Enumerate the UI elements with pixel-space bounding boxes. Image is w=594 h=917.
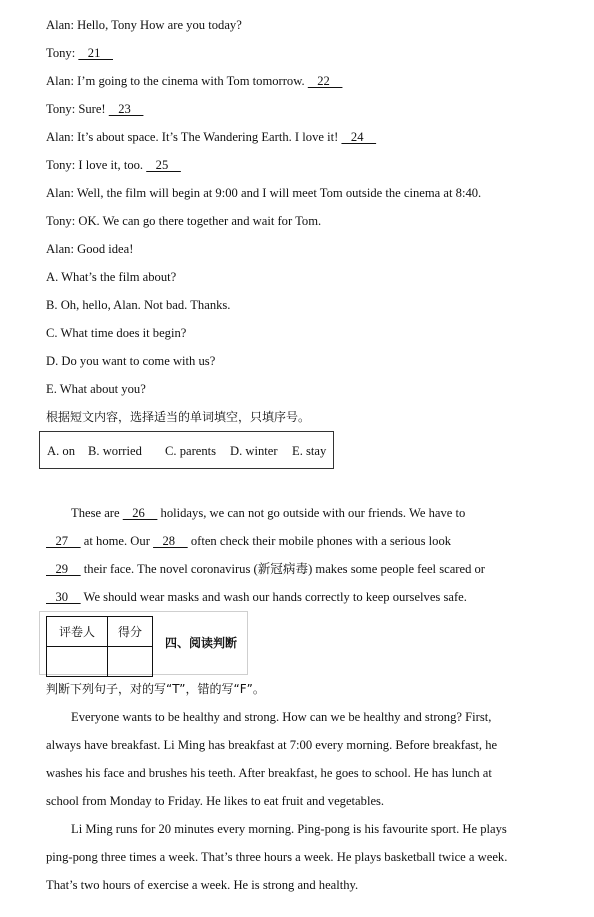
- blank-28: 28: [153, 534, 188, 548]
- dialogue-speaker: Tony:: [46, 46, 79, 60]
- dialogue-line-9: Alan: Good idea!: [46, 242, 134, 256]
- dialogue-line-4: [46, 101, 143, 117]
- passage-line-2: [46, 533, 451, 549]
- word-option-a: A. on: [47, 444, 75, 458]
- reading-line-3: washes his face and brushes his teeth. After breakfast, he goes to school. He has lunch at: [46, 766, 492, 780]
- instruction-fill-words: 根据短文内容，选择适当的单词填空，只填序号。: [46, 410, 311, 424]
- option-a: A. What’s the film about?: [46, 270, 177, 284]
- instruction-true-false: 判断下列句子，对的写“T”，错的写“F”。: [46, 682, 265, 696]
- passage-text: holidays, we can not go outside with our friends. We have to: [157, 506, 466, 520]
- section-title: 四、阅读判断: [165, 636, 238, 650]
- passage-line-3: [46, 561, 485, 577]
- dialogue-line-6: [46, 157, 181, 173]
- blank-29: 29: [46, 562, 81, 576]
- dialogue-line-3: [46, 73, 342, 89]
- dialogue-line-8: Tony: OK. We can go there together and wait for Tom.: [46, 214, 322, 228]
- option-e: E. What about you?: [46, 382, 146, 396]
- word-box: [39, 431, 334, 469]
- dialogue-text: Tony: I love it, too.: [46, 158, 147, 172]
- option-b: B. Oh, hello, Alan. Not bad. Thanks.: [46, 298, 231, 312]
- reading-line-1: Everyone wants to be healthy and strong. How can we be healthy and strong? First,: [71, 710, 492, 724]
- word-option-b: B. worried: [88, 444, 142, 458]
- option-c: C. What time does it begin?: [46, 326, 187, 340]
- word-option-d: D. winter: [230, 444, 278, 458]
- word-option-c: C. parents: [165, 444, 217, 458]
- dialogue-text: Alan: I’m going to the cinema with Tom tomorrow.: [46, 74, 308, 88]
- blank-26: 26: [122, 506, 158, 520]
- dialogue-line-1: Alan: Hello, Tony How are you today?: [46, 18, 242, 32]
- reading-line-6: ping-pong three times a week. That’s three hours a week. He plays basketball twice a week.: [46, 850, 508, 864]
- grader-cell[interactable]: [47, 647, 108, 677]
- blank-25: 25: [146, 158, 181, 172]
- option-d: D. Do you want to come with us?: [46, 354, 216, 368]
- passage-line-4: [46, 589, 467, 605]
- score-section: [39, 611, 248, 675]
- passage-text: often check their mobile phones with a serious look: [187, 534, 452, 548]
- blank-23: 23: [108, 102, 144, 116]
- dialogue-line-5: [46, 129, 376, 145]
- score-header: 得分: [108, 617, 153, 647]
- score-table: [46, 616, 153, 677]
- blank-27: 27: [46, 534, 81, 548]
- word-option-e: E. stay: [292, 444, 327, 458]
- passage-text: These are: [71, 506, 123, 520]
- dialogue-text: Alan: It’s about space. It’s The Wandering Earth. I love it!: [46, 130, 342, 144]
- dialogue-line-7: Alan: Well, the film will begin at 9:00 and I will meet Tom outside the cinema at 8:40.: [46, 186, 482, 200]
- passage-text: their face. The novel coronavirus (新冠病毒) makes some people feel scared or: [80, 562, 486, 576]
- reading-line-7: That’s two hours of exercise a week. He is strong and healthy.: [46, 878, 359, 892]
- grader-header: 评卷人: [47, 617, 108, 647]
- blank-21: 21: [78, 46, 113, 60]
- passage-text: at home. Our: [80, 534, 154, 548]
- passage-text: We should wear masks and wash our hands correctly to keep ourselves safe.: [80, 590, 467, 604]
- reading-line-4: school from Monday to Friday. He likes to eat fruit and vegetables.: [46, 794, 385, 808]
- passage-line-1: [71, 505, 465, 521]
- blank-24: 24: [341, 130, 377, 144]
- reading-line-5: Li Ming runs for 20 minutes every morning. Ping-pong is his favourite sport. He plays: [71, 822, 507, 836]
- score-cell[interactable]: [108, 647, 153, 677]
- blank-22: 22: [307, 74, 343, 88]
- dialogue-text: Tony: Sure!: [46, 102, 109, 116]
- reading-line-2: always have breakfast. Li Ming has breakfast at 7:00 every morning. Before breakfast, he: [46, 738, 498, 752]
- blank-30: 30: [46, 590, 81, 604]
- dialogue-line-2: [46, 45, 113, 61]
